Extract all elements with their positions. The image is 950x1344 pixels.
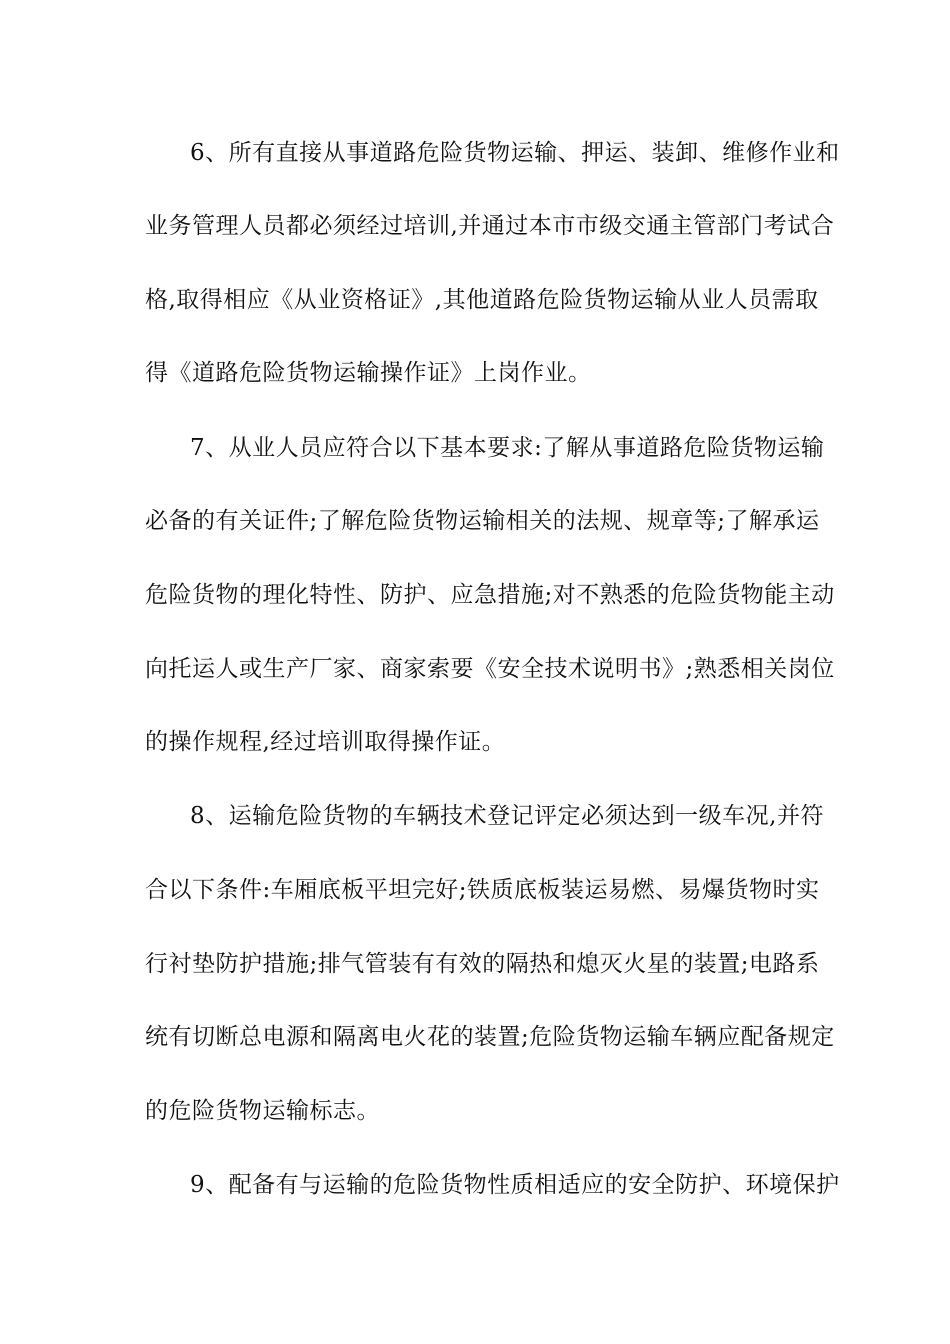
paragraph-7-line-2: 必备的有关证件;了解危险货物运输相关的法规、规章等;了解承运 — [145, 508, 820, 534]
paragraph-8-line-3: 行衬垫防护措施;排气管装有有效的隔热和熄灭火星的装置;电路系 — [145, 951, 820, 977]
paragraph-7-line-1: 7、从业人员应符合以下基本要求:了解从事道路危险货物运输 — [190, 435, 825, 461]
paragraph-9-line-1: 9、配备有与运输的危险货物性质相适应的安全防护、环境保护 — [190, 1172, 840, 1198]
paragraph-6-line-4: 得《道路危险货物运输操作证》上岗作业。 — [145, 360, 592, 386]
paragraph-7-line-4: 向托运人或生产厂家、商家索要《安全技术说明书》;熟悉相关岗位 — [145, 656, 835, 682]
paragraph-7-line-5: 的操作规程,经过培训取得操作证。 — [145, 729, 506, 755]
paragraph-8-line-4: 统有切断总电源和隔离电火花的装置;危险货物运输车辆应配备规定 — [145, 1024, 835, 1050]
paragraph-8-line-2: 合以下条件:车厢底板平坦完好;铁质底板装运易燃、易爆货物时实 — [145, 877, 820, 903]
paragraph-6-line-2: 业务管理人员都必须经过培训,并通过本市市级交通主管部门考试合 — [145, 213, 835, 239]
paragraph-7-line-3: 危险货物的理化特性、防护、应急措施;对不熟悉的危险货物能主动 — [145, 582, 835, 608]
paragraph-8-line-5: 的危险货物运输标志。 — [145, 1098, 380, 1124]
paragraph-6-line-3: 格,取得相应《从业资格证》,其他道路危险货物运输从业人员需取 — [145, 287, 819, 313]
paragraph-6-line-1: 6、所有直接从事道路危险货物运输、押运、装卸、维修作业和 — [190, 140, 840, 166]
paragraph-8-line-1: 8、运输危险货物的车辆技术登记评定必须达到一级车况,并符 — [190, 803, 824, 829]
